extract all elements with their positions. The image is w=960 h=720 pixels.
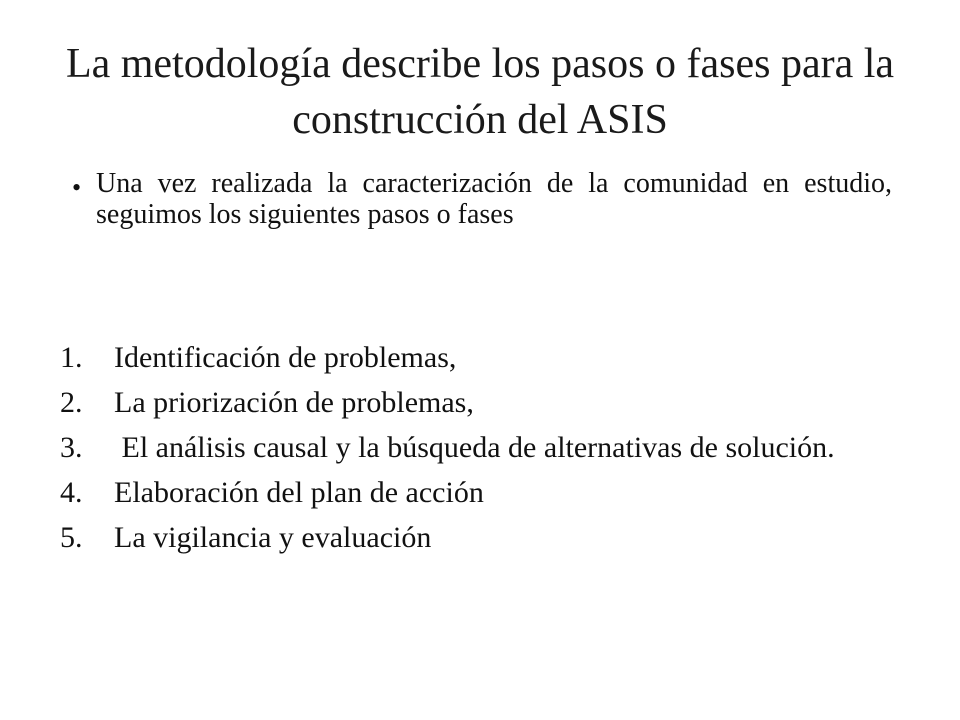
step-number: 2.: [60, 386, 83, 419]
step-text: Elaboración del plan de acción: [114, 476, 484, 509]
step-number: 1.: [60, 341, 83, 374]
step-text: La vigilancia y evaluación: [114, 521, 432, 554]
slide-title: La metodología describe los pasos o fases para la construcción del ASIS: [65, 41, 895, 143]
intro-bullet: [72, 168, 892, 230]
bullet-marker: •: [72, 173, 82, 202]
step-item: [60, 477, 900, 508]
step-item: [60, 432, 900, 463]
steps-list: [60, 342, 900, 567]
step-item: [60, 387, 900, 418]
step-number: 5.: [60, 521, 83, 554]
step-item: [60, 522, 900, 553]
step-text: Identificación de problemas,: [114, 341, 457, 374]
step-item: [60, 342, 900, 373]
step-text: El análisis causal y la búsqueda de alternativas de solución.: [114, 431, 835, 464]
step-number: 3.: [60, 431, 83, 464]
intro-bullet-text: Una vez realizada la caracterización de la comunidad en estudio, seguimos los siguientes pasos o fases: [96, 168, 892, 230]
step-number: 4.: [60, 476, 83, 509]
step-text: La priorización de problemas,: [114, 386, 474, 419]
